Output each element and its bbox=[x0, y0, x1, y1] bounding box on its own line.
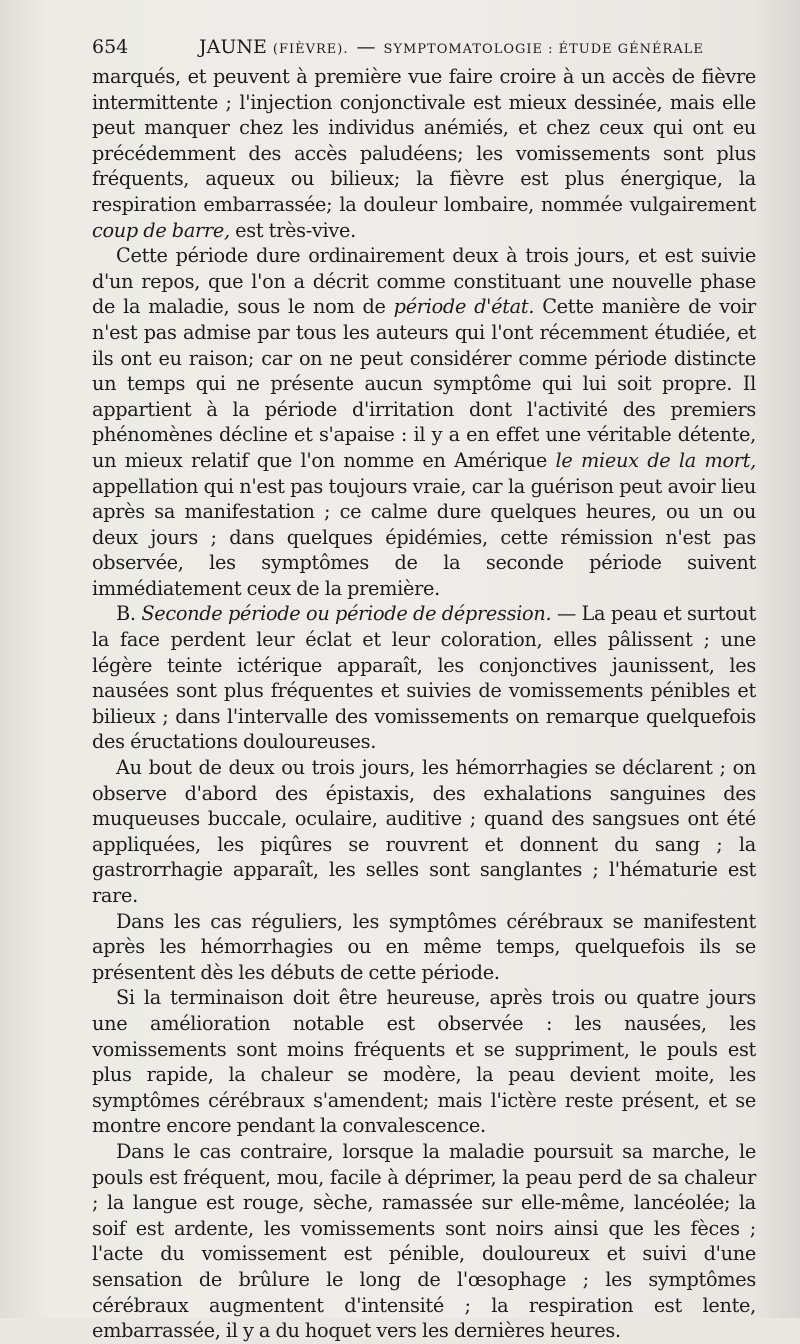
header-subtitle: SYMPTOMATOLOGIE : ÉTUDE GÉNÉRALE bbox=[383, 42, 704, 57]
paragraph-4: Au bout de deux ou trois jours, les hémorrhagies se déclarent ; on observe d'abord des épistaxis, des exhalations sanguines des muqueuses buccale, oculaire, auditive ; quand des sangsues ont été appliquées, les piqûres se rouvrent et donnent du sang ; la gastrorrhagie apparaît, les selles sont sanglantes ; l'hématurie est rare. bbox=[92, 756, 756, 907]
paragraph-2-text-b: Cette manière de voir n'est pas admise par tous les auteurs qui l'ont récemment étudiée, et ils ont eu raison; car on ne peut considérer comme période distincte un temps qui ne présente aucun symptôme qui lui soit propre. Il appartient à la période d'irritation dont l'activité des premiers phénomènes décline et s'apaise : il y a en effet une véritable détente, un mieux relatif que l'on nomme en Amérique bbox=[92, 295, 756, 472]
header-separator: — bbox=[356, 36, 376, 58]
page-number: 654 bbox=[92, 36, 129, 58]
page-body bbox=[92, 64, 756, 1344]
header-title-paren: (FIÈVRE). bbox=[272, 42, 349, 57]
paragraph-1 bbox=[92, 64, 756, 243]
term-mieux-de-la-mort: le mieux de la mort, bbox=[555, 448, 756, 472]
paragraph-6: Si la terminaison doit être heureuse, après trois ou quatre jours une amélioration notable est observée : les nausées, les vomissements sont moins fréquents et se suppriment, le pouls est plus rapide, la chaleur se modère, la peau devient moite, les symptômes cérébraux s'amendent; mais l'ictère reste présent, et se montre encore pendant la convalescence. bbox=[92, 986, 756, 1138]
paragraph-2-text-c: appellation qui n'est pas toujours vraie, car la guérison peut avoir lieu après sa manifestation ; ce calme dure quelques heures, ou un ou deux jours ; dans quelques épidémies, cette rémission n'est pas observée, les symptômes de la seconde période suivent immédiatement ceux de la première. bbox=[92, 474, 756, 600]
paragraph-2 bbox=[92, 243, 756, 601]
paragraph-1-text: marqués, et peuvent à première vue faire croire à un accès de fièvre intermittente ; l'injection conjonctivale est mieux dessinée, mais elle peut manquer chez les individus anémiés, et chez ceux qui ont eu précédemment des accès paludéens; les vomissements sont plus fréquents, aqueux ou bilieux; la fièvre est plus énergique, la respiration embarrassée; la douleur lombaire, nommée vulgairement bbox=[92, 65, 756, 216]
paragraph-7: Dans le cas contraire, lorsque la maladie poursuit sa marche, le pouls est fréquent, mou, facile à déprimer, la peau perd de sa chaleur ; la langue est rouge, sèche, ramassée sur elle-même, lancéolée; la soif est ardente, les vomissements sont noirs ainsi que les fèces ; l'acte du vomissement est pénible, douloureux et suivi d'une sensation de brûlure le long de l'œsophage ; les symptômes cérébraux augmentent d'intensité ; la respiration est lente, embarrassée, il y a du hoquet vers les dernières heures. bbox=[92, 1139, 756, 1343]
term-coup-de-barre: coup de barre, bbox=[92, 218, 230, 242]
paragraph-1-end: est très-vive. bbox=[235, 218, 356, 242]
paragraph-5: Dans les cas réguliers, les symptômes cérébraux se manifestent après les hémorrhagies ou en même temps, quelquefois ils se présentent dès les débuts de cette période. bbox=[92, 909, 756, 984]
paragraph-2-text-a: Cette période dure ordinairement deux à trois jours, et est suivie d'un repos, que l'on a décrit comme constituant une nouvelle phase de la maladie, sous le nom de bbox=[92, 244, 756, 319]
header-title-main: JAUNE bbox=[199, 36, 267, 58]
running-header bbox=[92, 36, 757, 64]
paragraph-3 bbox=[92, 601, 756, 755]
section-label: B. bbox=[116, 602, 136, 626]
header-title bbox=[199, 36, 704, 58]
term-periode-etat: période d'état. bbox=[393, 295, 535, 319]
paragraph-3-text: — La peau et surtout la face perdent leur éclat et leur coloration, elles pâlissent ; une légère teinte ictérique apparaît, les conjonctives jaunissent, les nausées sont plus fréquentes et suivies de vomissements pénibles et bilieux ; dans l'intervalle des vomissements on remarque quelquefois des éructations douloureuses. bbox=[92, 602, 756, 754]
section-heading: Seconde période ou période de dépression. bbox=[141, 602, 552, 626]
